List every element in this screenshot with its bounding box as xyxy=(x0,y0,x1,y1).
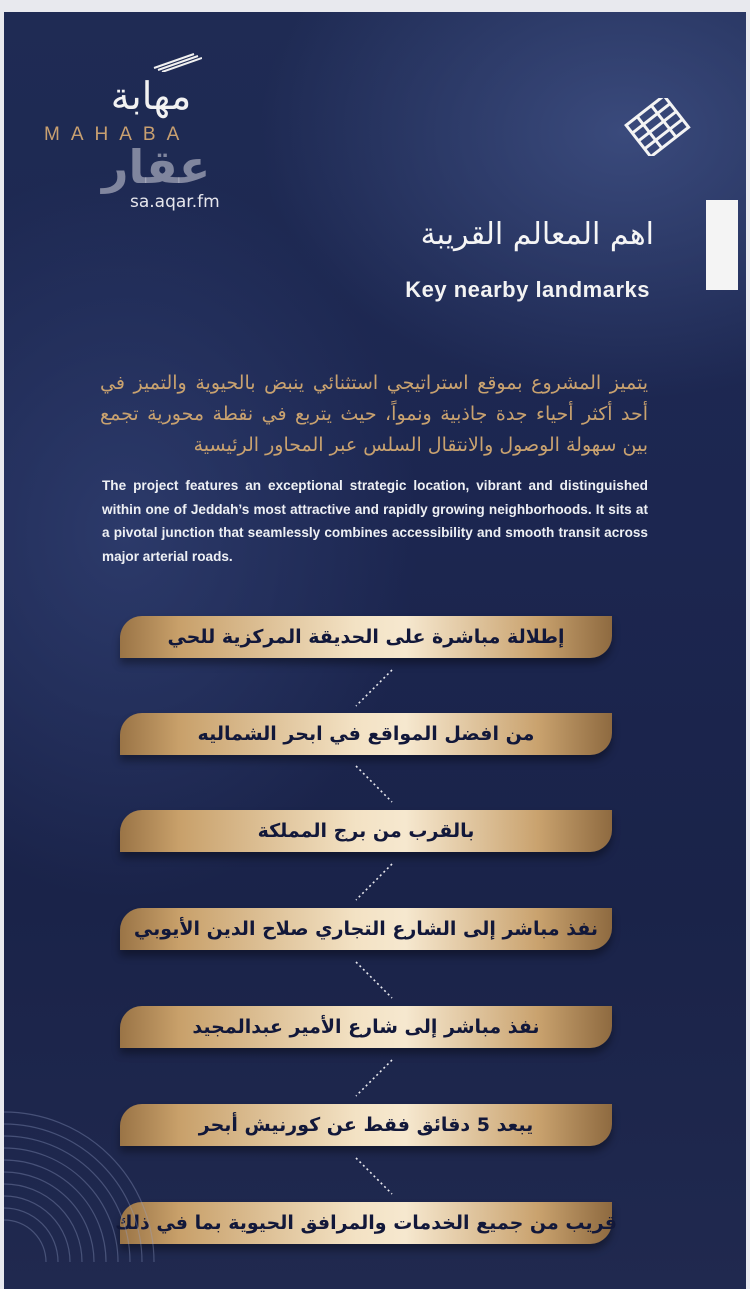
developer-logo-icon xyxy=(618,98,698,156)
dotted-connector xyxy=(344,668,404,710)
section-title-arabic: اهم المعالم القريبة xyxy=(420,217,654,252)
dotted-connector xyxy=(344,1156,404,1198)
brochure-page xyxy=(4,12,746,1289)
landmark-label: من افضل المواقع في ابحر الشماليه xyxy=(197,723,535,745)
section-title-english: Key nearby landmarks xyxy=(405,277,650,302)
decorative-arcs xyxy=(4,1052,204,1289)
description-arabic: يتميز المشروع بموقع استراتيجي استثنائي ينبض بالحيوية والتميز في أحد أكثر أحياء جدة جاذبية ونمواً، حيث يتربع في نقطة محورية تجمع بين سهولة الوصول والانتقال السلس عبر المحاور الرئيسية xyxy=(100,372,648,456)
watermark-arabic: عقار xyxy=(102,140,211,194)
landmark-label: نفذ مباشر إلى الشارع التجاري صلاح الدين الأيوبي xyxy=(133,918,599,940)
watermark-url: sa.aqar.fm xyxy=(130,192,220,212)
landmark-item xyxy=(120,1006,612,1048)
logo-strokes-icon xyxy=(150,48,202,72)
brand-logo-arabic: مهابة xyxy=(110,74,192,118)
brand-logo-english: MAHABA xyxy=(44,124,191,145)
landmark-label: بالقرب من برج المملكة xyxy=(257,820,475,842)
landmark-label: يبعد 5 دقائق فقط عن كورنيش أبحر xyxy=(198,1114,534,1136)
landmark-label: قريب من جميع الخدمات والمرافق الحيوية بما في ذلك xyxy=(115,1212,617,1234)
landmark-item xyxy=(120,713,612,755)
dotted-connector xyxy=(344,960,404,1002)
dotted-connector xyxy=(344,1058,404,1100)
page-tab-marker xyxy=(706,200,738,290)
landmark-label: نفذ مباشر إلى شارع الأمير عبدالمجيد xyxy=(192,1016,540,1038)
description-english: The project features an exceptional strategic location, vibrant and distinguished within one of Jeddah’s most attractive and rapidly growing neighborhoods. It sits at a pivotal junction that seamlessly combines accessibility and smooth transit across major arterial roads. xyxy=(102,478,648,564)
landmark-item xyxy=(120,908,612,950)
dotted-connector xyxy=(344,764,404,806)
landmark-label: إطلالة مباشرة على الحديقة المركزية للحي xyxy=(167,626,565,648)
landmark-item xyxy=(120,616,612,658)
landmark-item xyxy=(120,810,612,852)
dotted-connector xyxy=(344,862,404,904)
